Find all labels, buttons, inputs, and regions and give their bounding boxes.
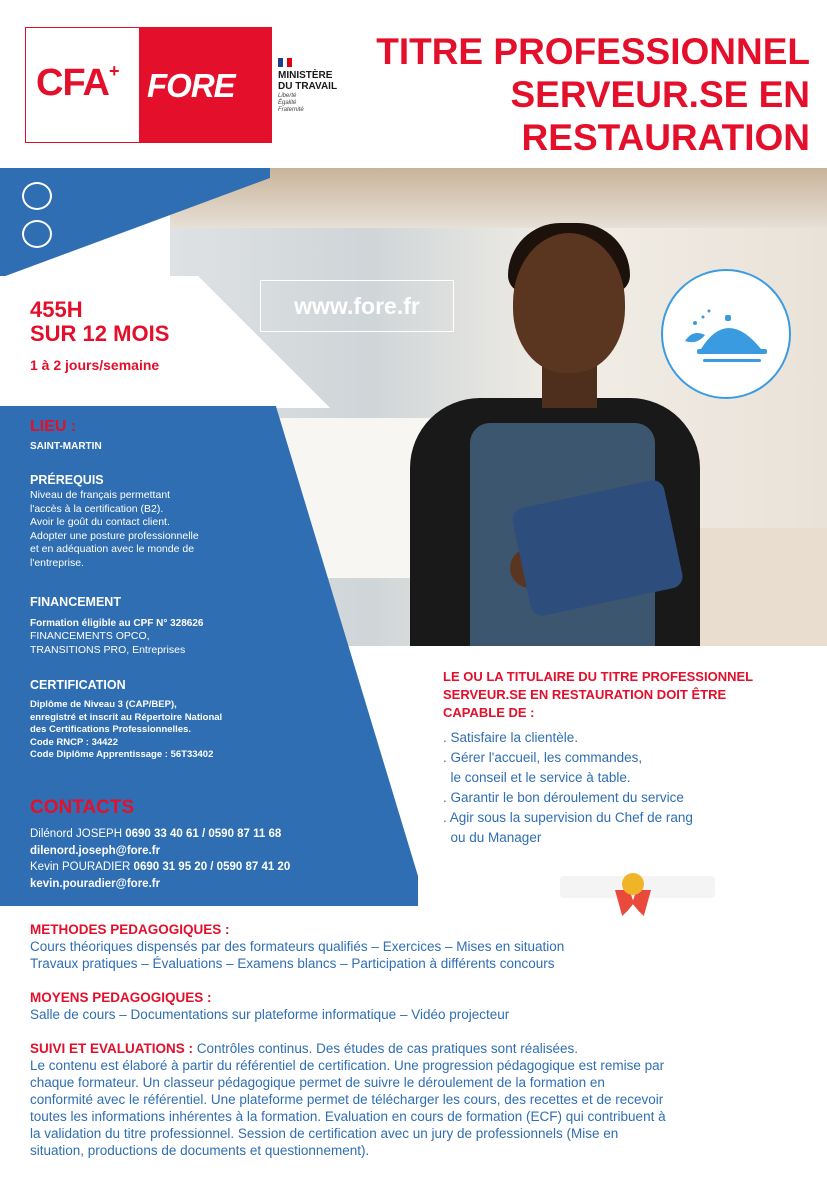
contact-phones: 0690 31 95 20 / 0590 87 41 20: [133, 861, 291, 873]
prerequis-text: Niveau de français permettant l'accès à la certification (B2). Avoir le goût du contact client. Adopter une posture professionnelle et en adéquation avec le monde de l'entreprise.: [30, 489, 199, 569]
list-item: . Gérer l'accueil, les commandes,: [443, 750, 643, 765]
financement-text: Formation éligible au CPF N° 328626 FINANCEMENTS OPCO, TRANSITIONS PRO, Entreprises: [30, 618, 204, 656]
lieu-label: LIEU :: [30, 418, 77, 435]
contact-name: Kevin POURADIER: [30, 861, 131, 873]
methodes-line: Cours théoriques dispensés par des formateurs qualifiés – Exercices – Mises en situation: [30, 939, 565, 954]
ministere-logo: MINISTÈRE DU TRAVAIL: [278, 70, 338, 92]
pedagogy-section: [30, 921, 800, 1176]
capable-heading: LE OU LA TITULAIRE DU TITRE PROFESSIONNEL SERVEUR.SE EN RESTAURATION DOIT ÊTRE CAPABLE DE :: [443, 669, 754, 720]
website-text: www.fore.fr: [294, 292, 420, 319]
republic-motto: Liberté Égalité Fraternité: [278, 93, 304, 113]
prerequis-label: PRÉREQUIS: [30, 473, 104, 487]
duration-rhythm: 1 à 2 jours/semaine: [30, 357, 160, 373]
moyens-line: Salle de cours – Documentations sur plateforme informatique – Vidéo projecteur: [30, 1007, 510, 1022]
methodes-label: METHODES PEDAGOGIQUES :: [30, 922, 230, 937]
contact-email[interactable]: dilenord.joseph@fore.fr: [30, 844, 161, 857]
certification-text: Diplôme de Niveau 3 (CAP/BEP), enregistré et inscrit au Répertoire National des Certifications Professionnelles. Code RNCP : 34422 Code Diplôme Apprentissage : 56T33402: [30, 699, 223, 760]
laurel-badge-icon: [22, 220, 52, 248]
lieu-value: SAINT-MARTIN: [30, 441, 102, 452]
suivi-line: chaque formateur. Un classeur pédagogique permet de suivre le déroulement de la formation en: [30, 1075, 605, 1090]
contacts-list: [30, 826, 390, 892]
suivi-line: conformité avec le référentiel. Une plateforme permet de télécharger les cours, des recettes et de recevoir: [30, 1092, 664, 1107]
contact-name: Dilénord JOSEPH: [30, 828, 123, 840]
website-link[interactable]: [260, 280, 454, 332]
contact-phones: 0690 33 40 61 / 0590 87 11 68: [125, 828, 282, 840]
cloche-icon: [661, 269, 791, 399]
seal-icon: [622, 873, 644, 895]
list-item: ou du Manager: [443, 830, 542, 845]
suivi-first: Contrôles continus. Des études de cas pratiques sont réalisées.: [193, 1041, 578, 1056]
moyens-label: MOYENS PEDAGOGIQUES :: [30, 990, 212, 1005]
page-title: TITRE PROFESSIONNEL SERVEUR.SE EN RESTAURATION: [376, 31, 810, 158]
suivi-line: Le contenu est élaboré à partir du référentiel de certification. Une progression pédagogique est remise par: [30, 1058, 665, 1073]
french-flag-icon: [278, 58, 292, 67]
cfa-logo: CFA+: [36, 61, 119, 104]
list-item: le conseil et le service à table.: [443, 770, 631, 785]
suivi-line: la validation du titre professionnel. Session de certification avec un jury de professionnels (Mise en: [30, 1126, 619, 1141]
list-item: . Satisfaire la clientèle.: [443, 730, 579, 745]
methodes-line: Travaux pratiques – Évaluations – Examens blancs – Participation à différents concours: [30, 956, 555, 971]
fore-logo: FORE: [147, 67, 235, 104]
laurel-badge-icon: [22, 182, 52, 210]
list-item: . Agir sous la supervision du Chef de rang: [443, 810, 693, 825]
contacts-label: CONTACTS: [30, 797, 135, 818]
capable-list: [443, 728, 813, 848]
list-item: . Garantir le bon déroulement du service: [443, 790, 684, 805]
suivi-line: situation, productions de documents et questionnement).: [30, 1143, 370, 1158]
contact-email[interactable]: kevin.pouradier@fore.fr: [30, 877, 161, 890]
certification-label: CERTIFICATION: [30, 678, 126, 692]
suivi-label: SUIVI ET EVALUATIONS :: [30, 1041, 194, 1056]
suivi-line: toutes les informations inhérentes à la formation. Evaluation en cours de formation (ECF) qui contribuent à: [30, 1109, 666, 1124]
financement-label: FINANCEMENT: [30, 595, 121, 609]
duration-hours: 455H SUR 12 MOIS: [30, 297, 170, 346]
